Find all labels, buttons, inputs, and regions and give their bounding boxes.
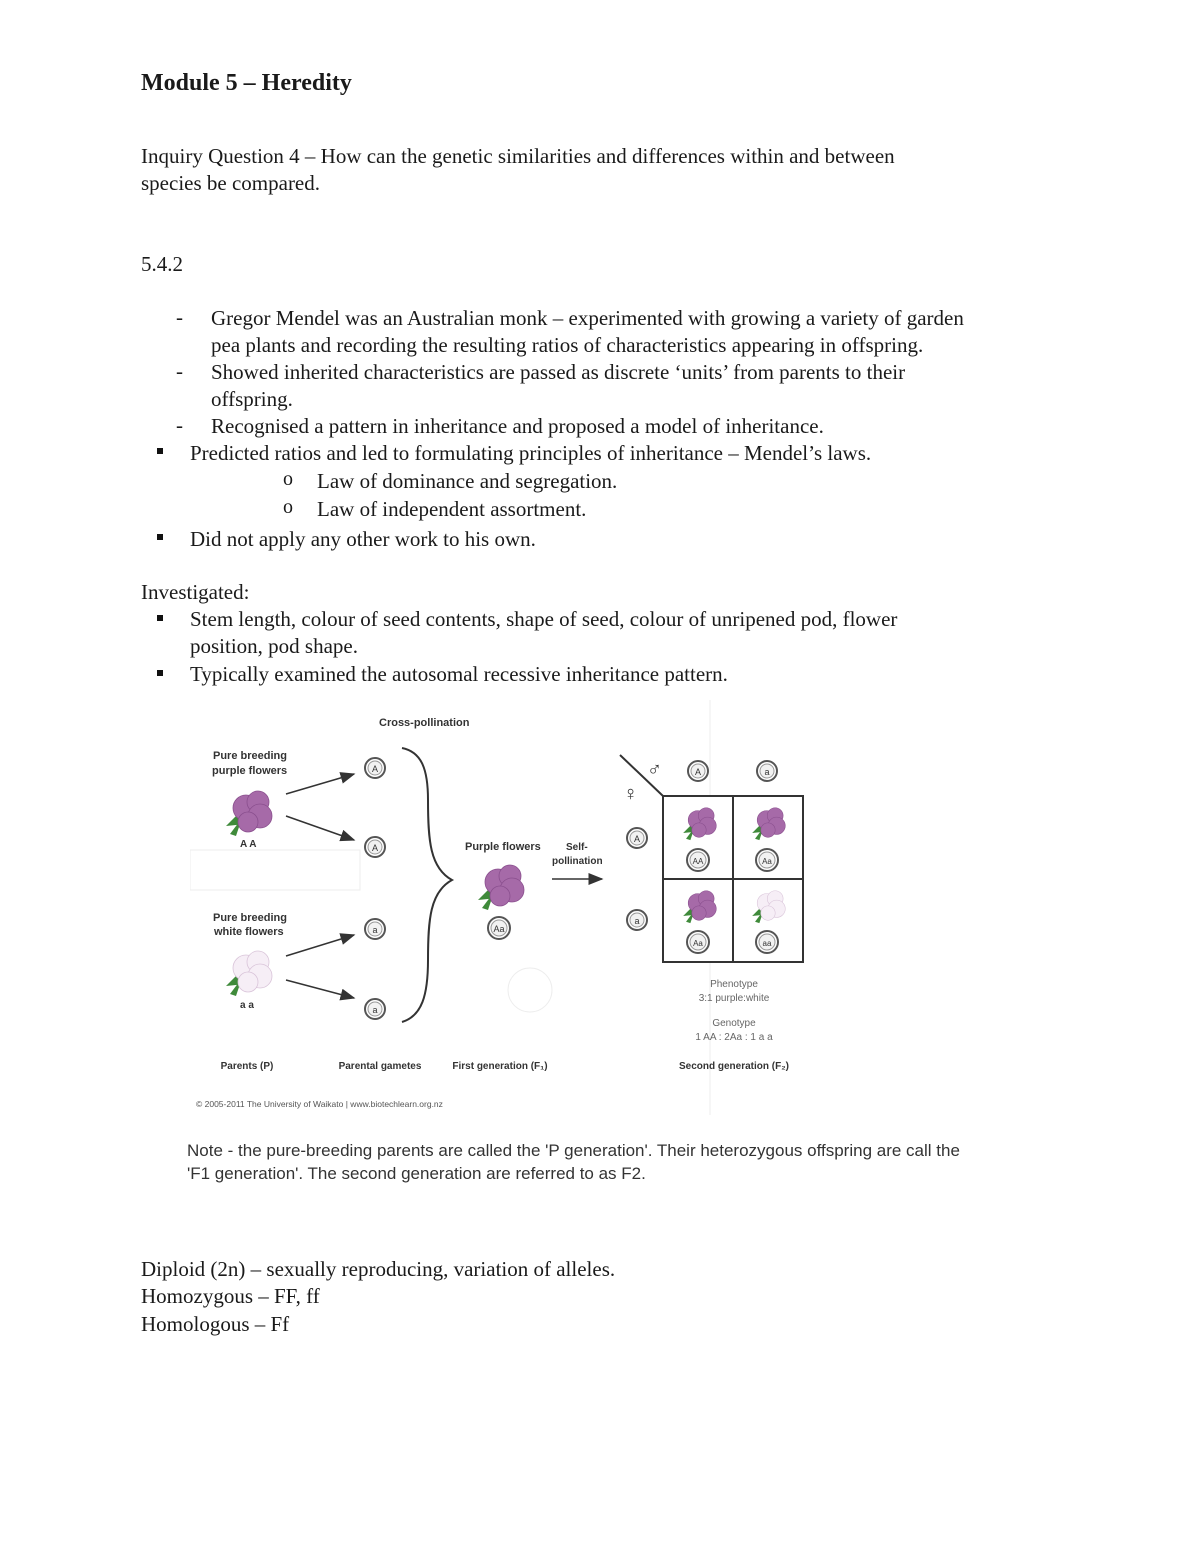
- cross-pollination-label: Cross-pollination: [379, 717, 470, 729]
- self-pollination-label-2: pollination: [552, 856, 603, 867]
- dash-item-1-line-2: pea plants and recording the resulting ratios of characteristics appearing in offspring.: [211, 333, 924, 357]
- svg-text:Aa: Aa: [493, 924, 505, 934]
- page-title: Module 5 – Heredity: [141, 70, 352, 96]
- gamete-a: [365, 999, 385, 1019]
- f1-genotype-Aa: [488, 917, 510, 939]
- mendel-laws-item: Predicted ratios and led to formulating principles of inheritance – Mendel’s laws.: [190, 441, 872, 465]
- square-bullet: [157, 615, 163, 621]
- inquiry-question-line-1: Inquiry Question 4 – How can the genetic similarities and differences within and between: [141, 144, 895, 168]
- second-generation-label: Second generation (F₂): [678, 1061, 790, 1072]
- pure-purple-label-2: purple flowers: [212, 765, 288, 777]
- investigated-heading: Investigated:: [141, 580, 250, 604]
- purple-flower-icon: [478, 865, 524, 910]
- male-gamete-A: [688, 761, 708, 781]
- female-gamete-a: [627, 910, 647, 930]
- svg-text:Aa: Aa: [693, 939, 703, 948]
- genotype-aa-label: a a: [240, 1000, 254, 1011]
- definition-homozygous: Homozygous – FF, ff: [141, 1284, 320, 1308]
- svg-text:aa: aa: [762, 939, 772, 948]
- gamete-A: [365, 758, 385, 778]
- male-gamete-a: [757, 761, 777, 781]
- self-pollination-label-1: Self-: [566, 842, 588, 853]
- dash-item-1-line-1: Gregor Mendel was an Australian monk – experimented with growing a variety of garden: [211, 306, 964, 330]
- copyright-notice: © 2005-2011 The University of Waikato | www.biotechlearn.org.nz: [196, 1099, 443, 1109]
- dash-bullet: -: [176, 305, 183, 329]
- svg-text:AA: AA: [692, 857, 704, 866]
- square-bullet: [157, 670, 163, 676]
- dash-bullet: -: [176, 359, 183, 383]
- punnett-genotype-aa: [756, 931, 778, 953]
- punnett-genotype-Aa: [756, 849, 778, 871]
- gamete-a: [365, 919, 385, 939]
- phenotype-label: Phenotype: [710, 979, 758, 990]
- no-other-work-item: Did not apply any other work to his own.: [190, 527, 536, 551]
- svg-text:a: a: [372, 1005, 378, 1015]
- inquiry-question-line-2: species be compared.: [141, 171, 321, 195]
- pure-white-label-1: Pure breeding: [213, 912, 287, 924]
- female-symbol-icon: ♀: [623, 783, 638, 805]
- svg-text:A: A: [694, 767, 702, 777]
- genotype-AA-label: A A: [240, 839, 257, 850]
- circle-bullet: o: [283, 468, 293, 490]
- parents-label: Parents (P): [220, 1061, 274, 1072]
- genotype-ratio: 1 AA : 2Aa : 1 a a: [695, 1032, 773, 1043]
- square-bullet: [157, 534, 163, 540]
- gamete-A: [365, 837, 385, 857]
- definition-diploid: Diploid (2n) – sexually reproducing, variation of alleles.: [141, 1257, 616, 1281]
- purple-flower-icon: [226, 791, 272, 836]
- svg-text:a: a: [764, 767, 770, 777]
- law-item-1: Law of dominance and segregation.: [317, 469, 618, 493]
- white-flower-icon: [226, 951, 272, 996]
- svg-text:a: a: [634, 916, 640, 926]
- curly-brace: [402, 748, 452, 1022]
- svg-text:A: A: [371, 764, 379, 774]
- dash-item-2-line-1: Showed inherited characteristics are passed as discrete ‘units’ from parents to their: [211, 360, 906, 384]
- svg-text:a: a: [372, 925, 378, 935]
- svg-text:A: A: [633, 834, 641, 844]
- pure-white-label-2: white flowers: [214, 926, 284, 938]
- punnett-genotype-Aa: [687, 931, 709, 953]
- faint-background: [190, 700, 710, 1115]
- svg-text:A: A: [371, 843, 379, 853]
- male-symbol-icon: ♂: [647, 759, 662, 781]
- svg-text:Aa: Aa: [762, 857, 772, 866]
- first-generation-label: First generation (F₁): [452, 1061, 548, 1072]
- investigated-item-1-line-2: position, pod shape.: [190, 634, 358, 658]
- parental-gametes-label: Parental gametes: [338, 1061, 422, 1072]
- dash-item-2-line-2: offspring.: [211, 387, 293, 411]
- circle-bullet: o: [283, 496, 293, 518]
- note-line-1: Note - the pure-breeding parents are called the 'P generation'. Their heterozygous offspring are call the: [187, 1141, 960, 1160]
- female-gamete-A: [627, 828, 647, 848]
- arrow: [286, 774, 354, 794]
- dash-item-3: Recognised a pattern in inheritance and proposed a model of inheritance.: [211, 414, 824, 438]
- investigated-item-2: Typically examined the autosomal recessive inheritance pattern.: [190, 662, 728, 686]
- arrow: [286, 816, 354, 840]
- arrow: [286, 935, 354, 956]
- dash-bullet: -: [176, 413, 183, 437]
- law-item-2: Law of independent assortment.: [317, 497, 587, 521]
- phenotype-ratio: 3:1 purple:white: [698, 993, 770, 1004]
- pure-purple-label-1: Pure breeding: [213, 750, 287, 762]
- section-number: 5.4.2: [141, 252, 183, 276]
- mendel-cross-diagram: [190, 700, 820, 1120]
- note-line-2: 'F1 generation'. The second generation are referred to as F2.: [187, 1164, 646, 1183]
- purple-flowers-label: Purple flowers: [465, 841, 541, 853]
- definition-homologous: Homologous – Ff: [141, 1312, 290, 1336]
- arrow: [286, 980, 354, 998]
- investigated-item-1-line-1: Stem length, colour of seed contents, shape of seed, colour of unripened pod, flower: [190, 607, 898, 631]
- punnett-genotype-AA: [687, 849, 709, 871]
- genotype-label: Genotype: [712, 1018, 756, 1029]
- square-bullet: [157, 448, 163, 454]
